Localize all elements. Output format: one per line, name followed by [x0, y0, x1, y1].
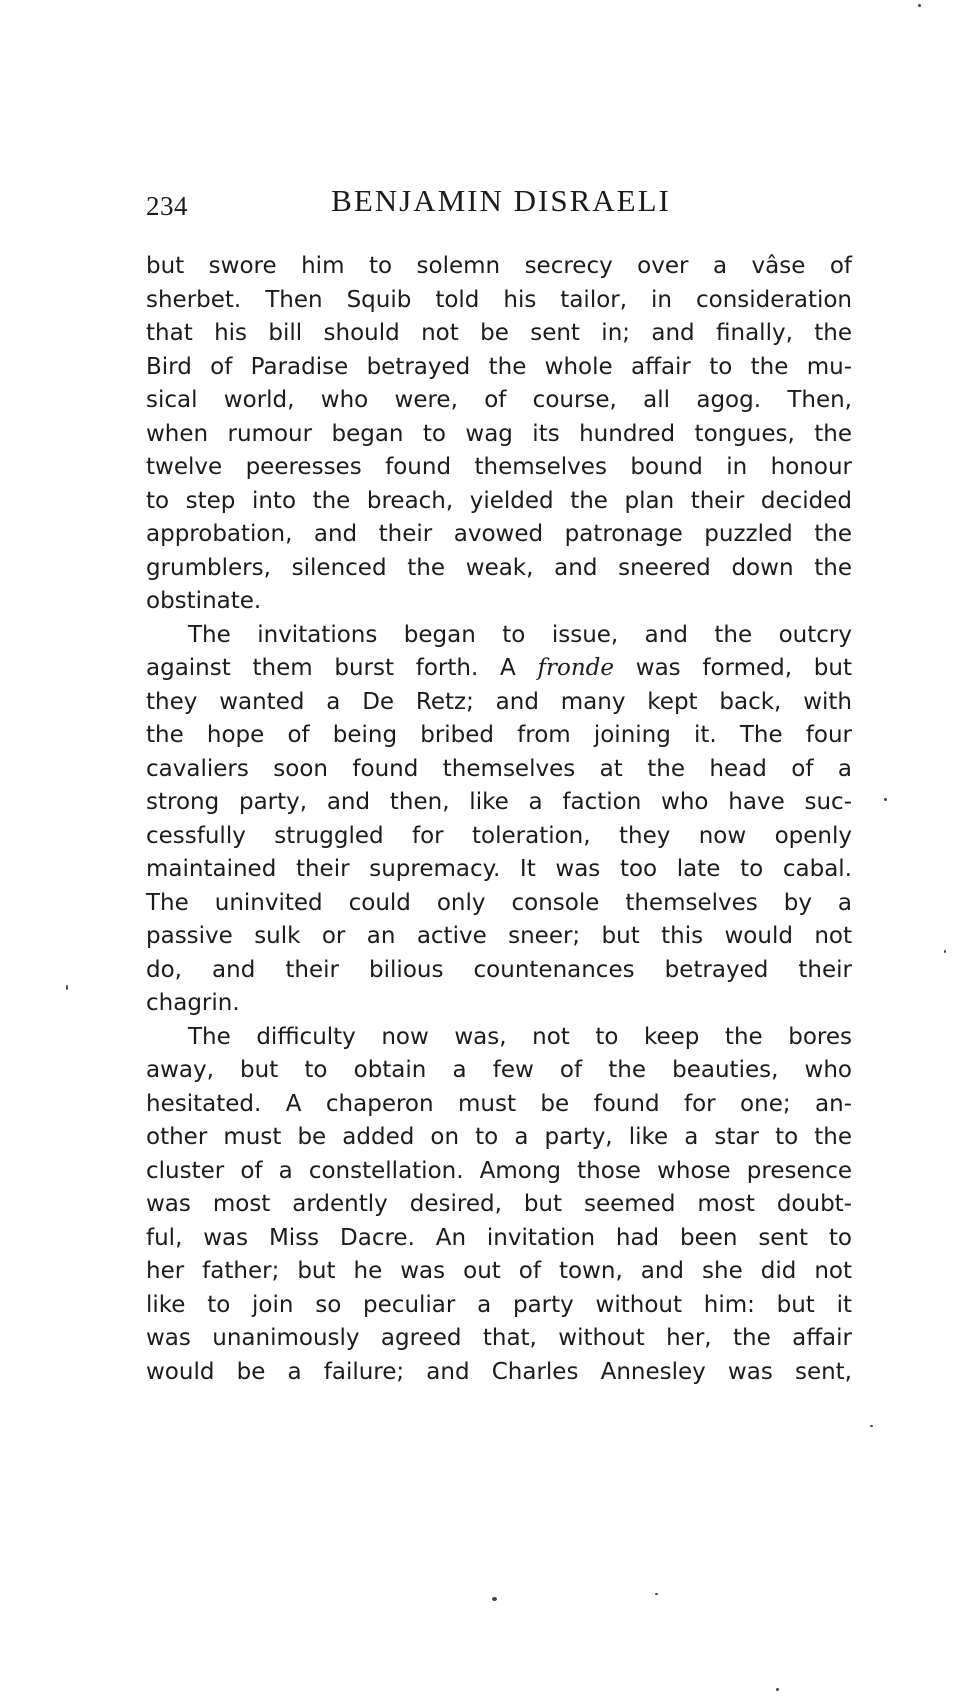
text-line: cavaliers soon found themselves at the head of a: [146, 755, 852, 782]
scan-speck: [66, 985, 68, 990]
text-line: ful, was Miss Dacre. An invitation had been sent to: [146, 1224, 852, 1251]
text-line: passive sulk or an active sneer; but this would not: [146, 923, 852, 949]
text-span: was formed, but: [614, 655, 852, 681]
scan-speck: [918, 4, 921, 7]
text-line: chagrin.: [146, 990, 240, 1016]
italic-word: fronde: [537, 655, 615, 681]
text-line: would be a failure; and Charles Annesley was sent,: [146, 1358, 852, 1385]
text-line: Bird of Paradise betrayed the whole affair to the mu-: [146, 353, 852, 380]
text-line: away, but to obtain a few of the beauties, who: [146, 1057, 852, 1083]
text-line: hesitated. A chaperon must be found for one; an-: [146, 1090, 852, 1117]
text-span: against them burst forth. A: [146, 655, 538, 681]
text-line: was most ardently desired, but seemed most doubt-: [146, 1191, 852, 1217]
text-line: sherbet. Then Squib told his tailor, in consideration: [146, 286, 852, 313]
body-text: [146, 250, 852, 1389]
text-line: but swore him to solemn secrecy over a vâse of: [146, 253, 852, 279]
page-header: [146, 183, 856, 231]
scan-speck: [776, 1688, 779, 1691]
text-line: the hope of being bribed from joining it. The four: [146, 722, 852, 748]
scan-speck: [492, 1597, 497, 1601]
text-line: cluster of a constellation. Among those whose presence: [146, 1157, 852, 1184]
text-line: twelve peeresses found themselves bound in honour: [146, 454, 852, 480]
text-line: maintained their supremacy. It was too late to cabal.: [146, 856, 852, 882]
text-line-with-italic: [146, 652, 852, 686]
text-line: that his bill should not be sent in; and finally, the: [146, 320, 852, 346]
text-line: was unanimously agreed that, without her, the affair: [146, 1325, 852, 1351]
text-line: when rumour began to wag its hundred tongues, the: [146, 420, 852, 447]
text-line: The uninvited could only console themselves by a: [146, 889, 852, 916]
text-line: strong party, and then, like a faction who have suc-: [146, 789, 852, 815]
text-line: her father; but he was out of town, and she did not: [146, 1258, 852, 1284]
page-number: 234: [146, 191, 188, 221]
running-head: BENJAMIN DISRAELI: [331, 183, 671, 218]
text-line: they wanted a De Retz; and many kept back, with: [146, 688, 852, 715]
scan-speck: [884, 798, 887, 801]
text-line: The difficulty now was, not to keep the bores: [188, 1023, 852, 1050]
text-line: cessfully struggled for toleration, they now openly: [146, 822, 852, 849]
text-line: like to join so peculiar a party without him: but it: [146, 1291, 852, 1318]
scan-speck: [655, 1593, 658, 1595]
text-line: approbation, and their avowed patronage puzzled the: [146, 521, 852, 547]
text-line: obstinate.: [146, 588, 262, 614]
text-line: other must be added on to a party, like a star to the: [146, 1124, 852, 1150]
text-line: do, and their bilious countenances betrayed their: [146, 956, 852, 983]
scan-speck: [944, 950, 946, 953]
text-line: sical world, who were, of course, all agog. Then,: [146, 387, 852, 413]
scan-speck: [870, 1425, 873, 1427]
text-line: grumblers, silenced the weak, and sneered down the: [146, 554, 852, 581]
text-line: The invitations began to issue, and the outcry: [188, 621, 852, 648]
text-line: to step into the breach, yielded the plan their decided: [146, 487, 852, 514]
